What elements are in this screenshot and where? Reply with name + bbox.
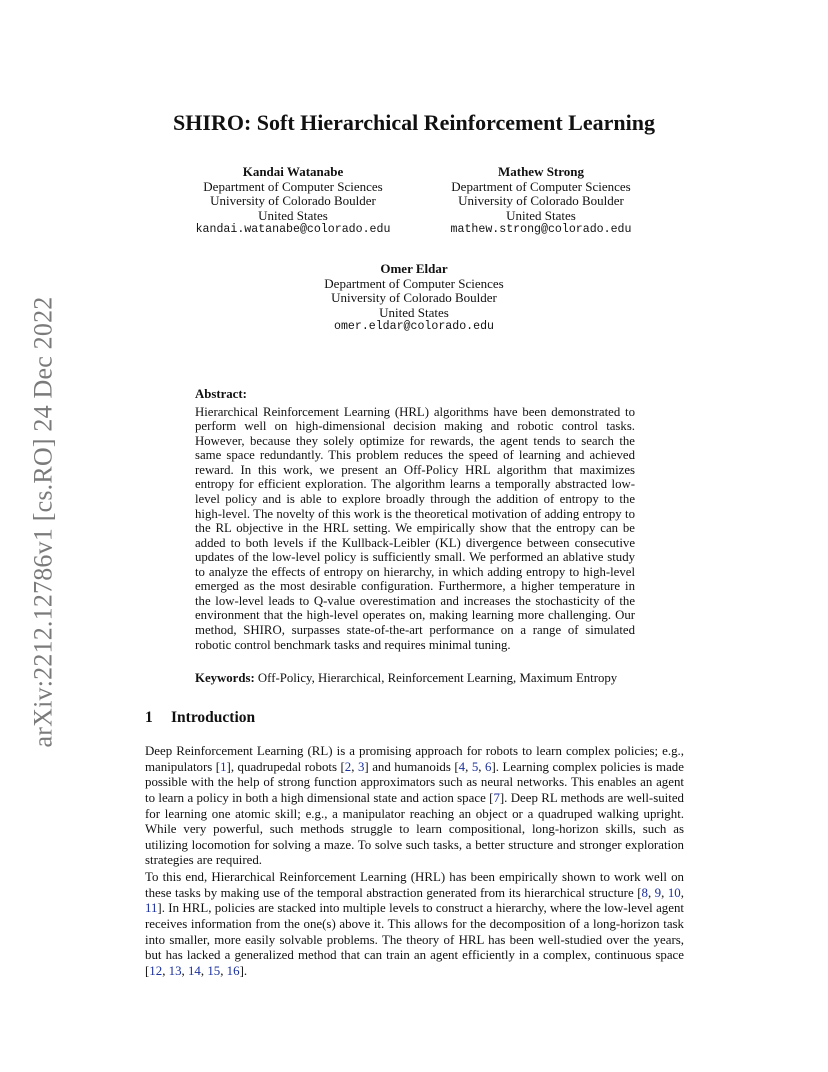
author-department: Department of Computer Sciences [203, 178, 383, 194]
author-country: United States [506, 207, 576, 223]
author-block [434, 165, 648, 238]
citation-link[interactable]: 5 [471, 759, 479, 774]
paragraph-text: ]. Deep RL methods are well-suited for learning one atomic skill; e.g., a manipulator reaching an object or a quadruped walking upright. While very powerful, such methods struggle to learn compositional, long-horizon skills, such as utilizing locomotion for solving a maze. To solve such tasks, a better structure and stronger exploration strategies are required. [145, 790, 685, 868]
paragraph-text: ]. Learning complex policies is made possible with the help of strong function approximators such as neural networks. This enables an agent to learn a policy in both a high dimensional state and action space [ [145, 759, 684, 805]
paragraph-text: , [478, 759, 486, 774]
paragraph-text: , [465, 759, 472, 774]
paragraph-text: , [200, 963, 208, 978]
author-name: Omer Eldar [380, 261, 448, 276]
citation-link[interactable]: 13 [168, 963, 182, 978]
section-heading [145, 709, 255, 727]
citation-link[interactable]: 7 [493, 790, 500, 805]
paragraph-text: , [680, 885, 684, 900]
author-university: University of Colorado Boulder [458, 193, 624, 209]
abstract [195, 387, 635, 652]
citation-link[interactable]: 9 [654, 885, 662, 900]
abstract-text: Hierarchical Reinforcement Learning (HRL) algorithms have been demonstrated to perform well on high-dimensional decision making and robotic control tasks. However, because they solely optimize for rewards, the agent tends to search the same space redundantly. This problem reduces the speed of learning and achieved reward. In this work, we present an Off-Policy HRL algorithm that maximizes entropy for efficient exploration. The algorithm learns a temporally abstracted low-level policy and is able to explore broadly through the addition of entropy to the high-level. The novelty of this work is the theoretical motivation of adding entropy to the RL objective in the HRL setting. We empirically show that the entropy can be added to both levels if the Kullback-Leibler (KL) divergence between consecutive updates of the low-level policy is sufficiently small. We performed an ablative study to analyze the effects of entropy on hierarchy, in which adding entropy to high-level emerged as the most desirable configuration. Furthermore, a higher temperature in the low-level leads to Q-value overestimation and increases the stochasticity of the environment that the high-level operates on, making learning more challenging. Our method, SHIRO, surpasses state-of-the-art performance on a range of simulated robotic control benchmark tasks and requires minimal tuning. [195, 404, 635, 652]
keywords-label: Keywords: [195, 671, 255, 685]
paragraph-text: ]. In HRL, policies are stacked into multiple levels to construct a hierarchy, where the low-level agent receives information from the one(s) above it. This allows for the decomposition of a long-horizon task into smaller, more easily solvable problems. The theory of HRL has been well-studied over the years, but has lacked a generalized method that can train an agent efficiently in a complex, continuous space [ [145, 901, 684, 978]
citation-link[interactable]: 12 [149, 963, 163, 978]
intro-paragraph [145, 744, 684, 869]
paragraph-text: , [220, 963, 227, 978]
author-email[interactable]: kandai.watanabe@colorado.edu [195, 223, 391, 237]
citation-link[interactable]: 1 [220, 759, 227, 774]
abstract-heading: Abstract: [195, 387, 247, 401]
citation-link[interactable]: 4 [458, 759, 466, 774]
author-department: Department of Computer Sciences [451, 178, 631, 194]
author-name: Mathew Strong [497, 164, 585, 179]
section-number: 1 [145, 709, 153, 726]
author-department: Department of Computer Sciences [324, 275, 504, 291]
citation-link[interactable]: 14 [187, 963, 201, 978]
author-university: University of Colorado Boulder [331, 290, 497, 306]
paragraph-text: , [181, 963, 188, 978]
citation-link[interactable]: 3 [357, 759, 365, 774]
keywords [195, 671, 655, 686]
paragraph-text: ]. [239, 963, 248, 978]
citation-link[interactable]: 8 [641, 885, 648, 900]
paper-title: SHIRO: Soft Hierarchical Reinforcement Learning [173, 110, 655, 135]
citation-link[interactable]: 2 [344, 759, 352, 774]
citation-link[interactable]: 16 [226, 963, 240, 978]
paragraph-text: , [162, 963, 169, 978]
paragraph-text: ], quadrupedal robots [ [226, 759, 345, 774]
author-country: United States [258, 207, 328, 223]
intro-paragraph [145, 870, 684, 979]
author-university: University of Colorado Boulder [210, 193, 376, 209]
author-block [308, 262, 520, 335]
author-block [187, 165, 399, 238]
paragraph-text: ] and humanoids [ [364, 759, 459, 774]
author-country: United States [379, 304, 449, 320]
arxiv-identifier: arXiv:2212.12786v1 [cs.RO] 24 Dec 2022 [28, 296, 58, 748]
paragraph-text: , [661, 885, 668, 900]
paragraph-text: , [647, 885, 655, 900]
citation-link[interactable]: 6 [485, 759, 492, 774]
paragraph-text: Deep Reinforcement Learning (RL) is a promising approach for robots to learn complex policies; e.g., manipulators [ [145, 744, 684, 774]
author-email[interactable]: omer.eldar@colorado.edu [333, 320, 495, 334]
section-title: Introduction [171, 709, 256, 726]
author-email[interactable]: mathew.strong@colorado.edu [450, 223, 632, 237]
author-name: Kandai Watanabe [242, 164, 344, 179]
citation-link[interactable]: 15 [207, 963, 221, 978]
keywords-text: Off-Policy, Hierarchical, Reinforcement Learning, Maximum Entropy [257, 671, 618, 685]
citation-link[interactable]: 10 [667, 885, 681, 900]
citation-link[interactable]: 11 [145, 901, 158, 916]
paragraph-text: , [351, 759, 358, 774]
paragraph-text: To this end, Hierarchical Reinforcement Learning (HRL) has been empirically shown to work well on these tasks by making use of the temporal abstraction generated from its hierarchical structure [ [145, 870, 684, 900]
